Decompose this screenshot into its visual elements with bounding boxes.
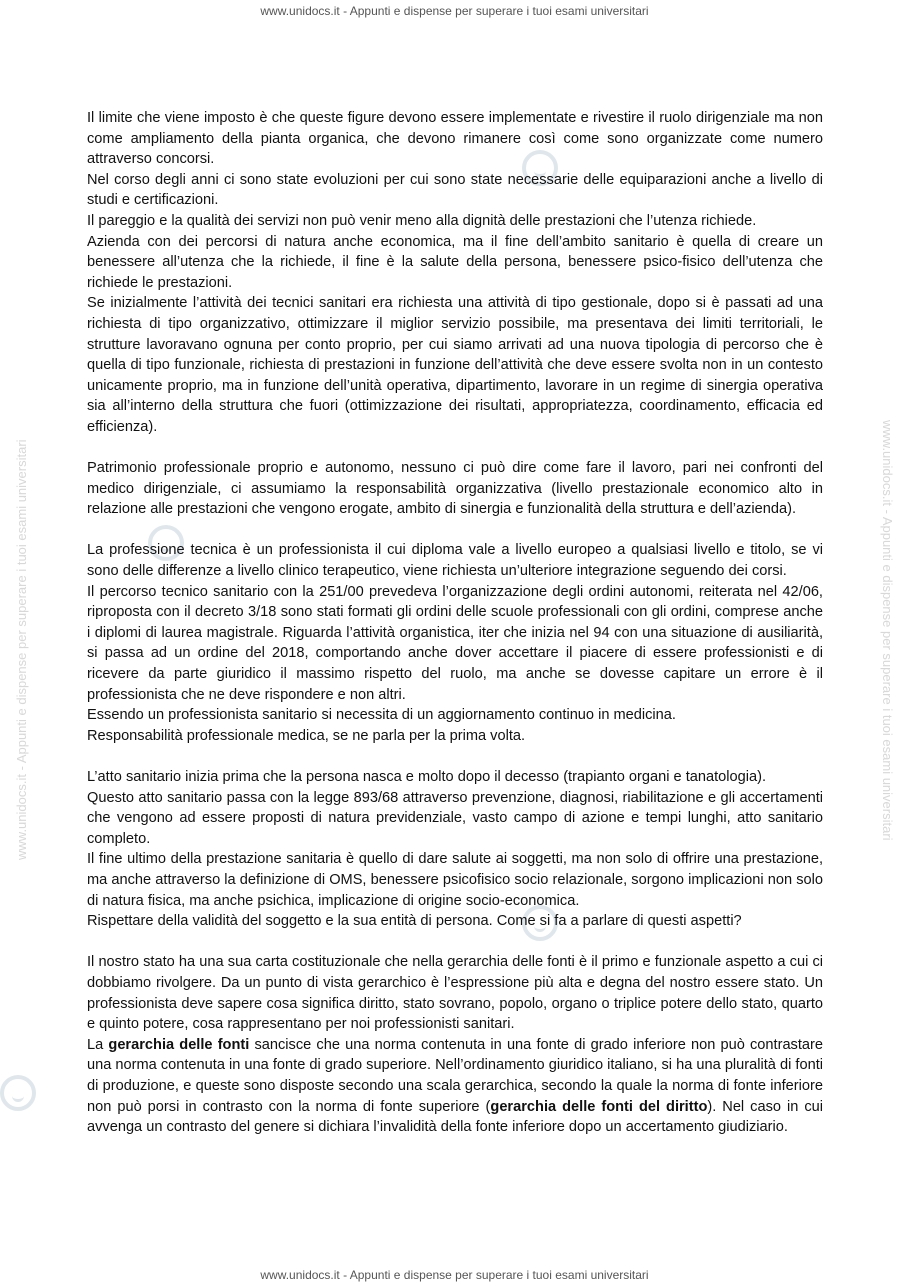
watermark-logo-icon [0, 1075, 36, 1111]
paragraph: Patrimonio professionale proprio e autonomo, nessuno ci può dire come fare il lavoro, pari nei confronti del medico dirigenziale, ci assumiamo la responsabilità organizzativa (livello prestazionale economico alto in relazione alle prestazioni che vengono erogate, ambito di sinergia e funzionalità della struttura e dell’azienda). [87, 460, 823, 518]
paragraph: Nel corso degli anni ci sono state evoluzioni per cui sono state necessarie delle equiparazioni anche a livello di studi e certificazioni. [87, 171, 823, 209]
paragraph-gap [87, 520, 823, 541]
paragraph: Il percorso tecnico sanitario con la 251/00 prevedeva l’organizzazione degli ordini autonomi, reiterata nel 42/06, riproposta con il decreto 3/18 sono stati formati gli ordini delle scuole professionali con gli ordini, comprese anche i diplomi di laurea magistrale. Riguarda l’attività organistica, iter che inizia nel 94 con una situazione di ausiliarità, si passa ad un ordine del 2018, comportando anche dover accettare il piacere di essere professionisti e di ricevere da parte giuridico il massimo rispetto del ruolo, ma anche se dovesse capitare un errore è il professionista che ne deve rispondere e non altri. [87, 583, 823, 703]
page-header[interactable]: www.unidocs.it - Appunti e dispense per superare i tuoi esami universitari [260, 4, 649, 18]
watermark-left: www.unidocs.it - Appunti e dispense per superare i tuoi esami universitari [14, 439, 29, 860]
paragraph: Essendo un professionista sanitario si necessita di un aggiornamento continuo in medicina. [87, 707, 676, 724]
paragraph: Questo atto sanitario passa con la legge 893/68 attraverso prevenzione, diagnosi, riabilitazione e gli accertamenti che vengono ad essere proposti di natura previdenziale, vasto campo di azione e tempi lunghi, atto sanitario completo. [87, 789, 823, 847]
bold-term: gerarchia delle fonti del diritto [490, 1098, 708, 1115]
paragraph: Il pareggio e la qualità dei servizi non può venir meno alla dignità delle prestazioni che l’utenza richiede. [87, 212, 757, 229]
paragraph: Il limite che viene imposto è che queste figure devono essere implementate e rivestire il ruolo dirigenziale ma non come ampliamento della pianta organica, che devono rimanere così come sono organizzate come numero attraverso concorsi. [87, 110, 823, 168]
paragraph: Il nostro stato ha una sua carta costituzionale che nella gerarchia delle fonti è il primo e funzionale aspetto a cui ci dobbiamo rivolgere. Da un punto di vista gerarchico è l’espressione più alta e degna del nostro essere stato. Un professionista deve sapere cosa significa diritto, stato sovrano, popolo, organo o triplice potere dello stato, quarto e quinto potere, cosa rappresentano per noi professionisti sanitari. [87, 954, 823, 1033]
text-run: La [87, 1036, 109, 1053]
paragraph-gerarchia [87, 1035, 823, 1138]
paragraph: Il fine ultimo della prestazione sanitaria è quello di dare salute ai soggetti, ma non solo di offrire una prestazione, ma anche attraverso la definizione di OMS, benessere psicofisico socio relazionale, sorgono implicazioni non solo di natura fisica, ma anche psichica, implicazione di origine socio-economica. [87, 851, 823, 909]
paragraph: Responsabilità professionale medica, se ne parla per la prima volta. [87, 727, 526, 744]
paragraph: Rispettare della validità del soggetto e la sua entità di persona. Come si fa a parlare di questi aspetti? [87, 913, 742, 930]
page-footer[interactable]: www.unidocs.it - Appunti e dispense per superare i tuoi esami universitari [260, 1268, 649, 1282]
paragraph: Se inizialmente l’attività dei tecnici sanitari era richiesta una attività di tipo gestionale, dopo si è passati ad una richiesta di tipo organizzativo, ottimizzare il miglior servizio possibile, ma presentava dei limiti territoriali, le strutture lavoravano ognuna per conto proprio, per cui siamo arrivati ad una nuova tipologia di percorso che è quella di tipo funzionale, richiesta di prestazioni in funzione dell’attività che deve essere svolta non in un contesto unicamente proprio, ma in funzione dell’unità operativa, dipartimento, lavorare in un regime di sinergia operativa sia all’interno della struttura che fuori (ottimizzazione dei risultati, appropriatezza, coordinamento, efficacia ed efficienza). [87, 295, 823, 435]
watermark-right: www.unidocs.it - Appunti e dispense per superare i tuoi esami universitari [880, 420, 895, 841]
paragraph-gap [87, 932, 823, 953]
document-body [87, 108, 823, 1138]
paragraph: La professione tecnica è un professionista il cui diploma vale a livello europeo a qualsiasi livello e titolo, se vi sono delle differenze a livello clinico terapeutico, viene richiesta un’ulteriore integrazione seguendo dei corsi. [87, 542, 823, 580]
paragraph: L’atto sanitario inizia prima che la persona nasca e molto dopo il decesso (trapianto organi e tanatologia). [87, 769, 767, 785]
paragraph-gap [87, 746, 823, 767]
bold-term: gerarchia delle fonti [108, 1036, 250, 1053]
text-run: ). Nel caso in cui avvenga un contrasto del genere si dichiara l’invalidità della fonte inferiore dopo un accertamento giudiziario. [87, 1098, 823, 1136]
paragraph: Azienda con dei percorsi di natura anche economica, ma il fine dell’ambito sanitario è quella di creare un benessere all’utenza che la richiede, il fine è la salute della persona, benessere psico-fisico dell’utenza che richiede le prestazioni. [87, 233, 823, 291]
paragraph-gap [87, 438, 823, 459]
text-run: sancisce che una norma contenuta in una fonte di grado inferiore non può contrastare una norma contenuta in una fonte di grado superiore. Nell’ordinamento giuridico italiano, si ha una pluralità di fonti di produzione, e queste sono disposte secondo una scala gerarchica, secondo la quale la norma di fonte inferiore non può porsi in contrasto con la norma di fonte superiore ( [87, 1036, 823, 1115]
